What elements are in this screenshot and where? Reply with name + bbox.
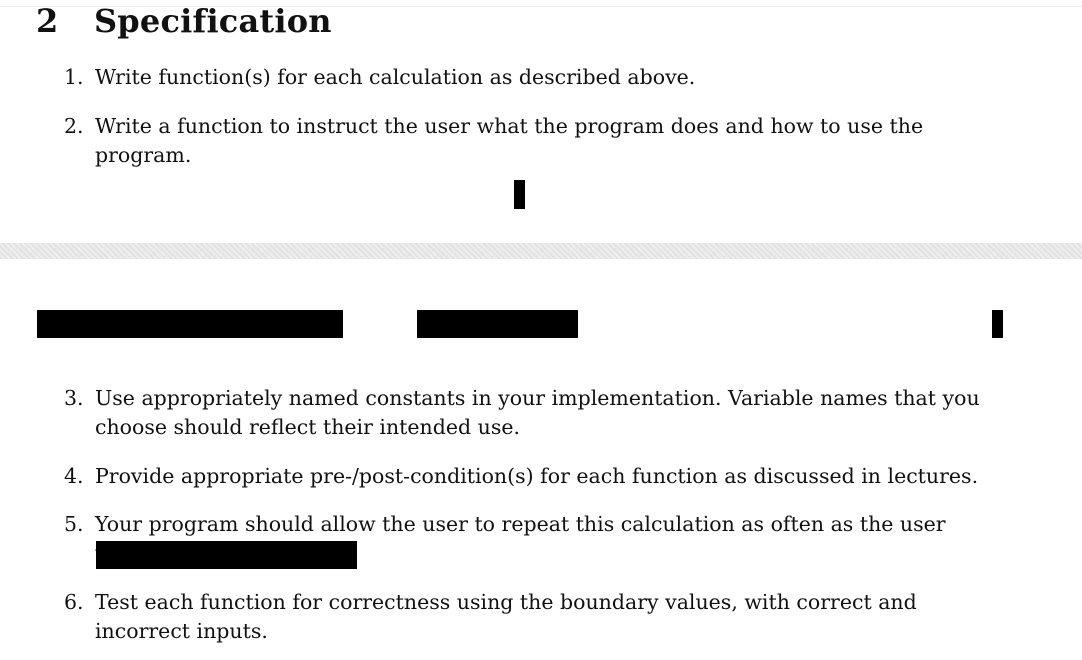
list-marker: 6. [64,590,84,614]
section-number: 2 [36,2,59,40]
redaction-block [992,310,1003,338]
list-item-1 [64,63,1014,92]
list-item-text: Provide appropriate pre-/post-condition(s) for each function as discussed in lectures. [95,464,979,488]
list-marker: 2. [64,114,84,138]
section-title: Specification [94,2,332,40]
list-marker: 3. [64,386,84,410]
list-item-4 [64,462,1014,491]
redaction-block [96,541,357,569]
list-item-2 [64,112,1014,170]
list-item-text: Write function(s) for each calculation as described above. [95,65,696,89]
section-heading [36,2,332,40]
list-item-text: Write a function to instruct the user what the program does and how to use the program. [95,114,924,167]
redaction-block [37,310,343,338]
redaction-block [514,180,525,209]
redaction-block [417,310,578,338]
list-marker: 1. [64,65,84,89]
list-item-text: Your program should allow the user to repeat this calculation as often as the user [95,512,946,536]
page-break-gap [0,243,1082,259]
list-item-3 [64,384,1014,442]
list-item-text: Test each function for correctness using the boundary values, with correct and incorrect inputs. [95,590,917,643]
list-item-6 [64,588,1014,646]
list-marker: 5. [64,512,84,536]
list-item-text: Use appropriately named constants in your implementation. Variable names that you choose should reflect their intended use. [95,386,980,439]
list-marker: 4. [64,464,84,488]
